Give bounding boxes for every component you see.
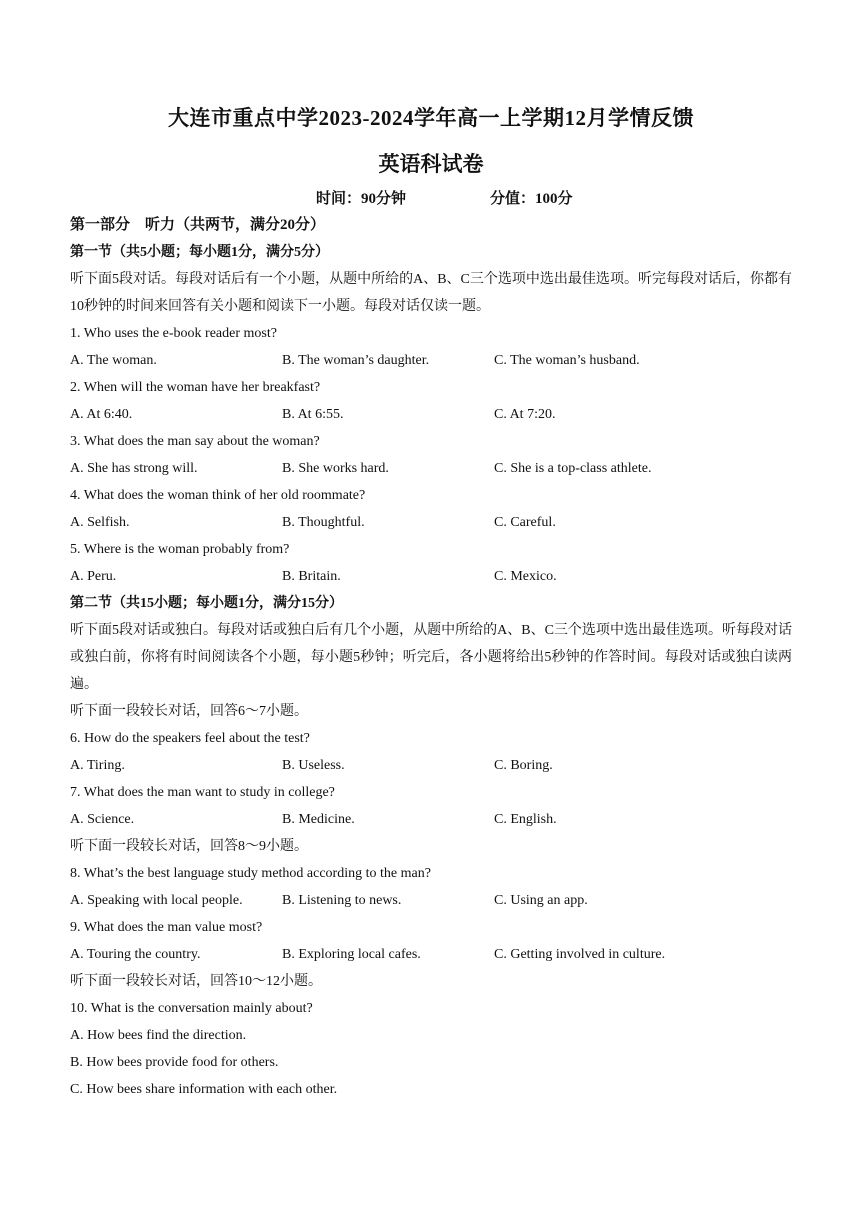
option-c: C. Getting involved in culture.	[494, 947, 666, 962]
question-3: 3. What does the man say about the woman?	[70, 434, 320, 449]
option-c: C. English.	[494, 812, 557, 827]
option-b: B. Listening to news.	[282, 893, 402, 908]
exam-title: 大连市重点中学2023-2024学年高一上学期12月学情反馈	[168, 106, 694, 130]
option-a: A. Selfish.	[70, 515, 130, 530]
option-c: C. Mexico.	[494, 569, 557, 584]
options-6	[70, 752, 792, 779]
question-9: 9. What does the man value most?	[70, 920, 263, 935]
section2-instruction: 听下面5段对话或独白。每段对话或独白后有几个小题，从题中所给的A、B、C三个选项中选出最佳选项。听每段对话或独白前，你将有时间阅读各个小题，每小题5秒钟；听完后，各小题将给出5秒钟的作答时间。每段对话或独白读两遍。	[70, 623, 792, 692]
question-7: 7. What does the man want to study in college?	[70, 785, 335, 800]
options-4	[70, 509, 792, 536]
option-a: A. The woman.	[70, 353, 157, 368]
option-10c: C. How bees share information with each other.	[70, 1082, 338, 1097]
options-9	[70, 941, 792, 968]
option-b: B. At 6:55.	[282, 407, 344, 422]
option-c: C. She is a top-class athlete.	[494, 461, 652, 476]
options-2	[70, 401, 792, 428]
option-b: B. The woman’s daughter.	[282, 353, 430, 368]
option-b: B. Thoughtful.	[282, 515, 365, 530]
option-b: B. Exploring local cafes.	[282, 947, 421, 962]
options-7	[70, 806, 792, 833]
exam-subtitle: 英语科试卷	[378, 152, 484, 176]
option-a: A. Peru.	[70, 569, 117, 584]
options-1	[70, 347, 792, 374]
option-b: B. She works hard.	[282, 461, 389, 476]
option-b: B. Britain.	[282, 569, 341, 584]
option-10a: A. How bees find the direction.	[70, 1028, 247, 1043]
option-a: A. Science.	[70, 812, 135, 827]
question-5: 5. Where is the woman probably from?	[70, 542, 290, 557]
option-10b: B. How bees provide food for others.	[70, 1055, 279, 1070]
option-c: C. The woman’s husband.	[494, 353, 640, 368]
group-6-7-intro: 听下面一段较长对话，回答6～7小题。	[70, 704, 308, 719]
exam-time: 时间：90分钟	[316, 191, 407, 207]
section2-heading: 第二节（共15小题；每小题1分，满分15分）	[70, 596, 343, 611]
question-8: 8. What’s the best language study method according to the man?	[70, 866, 431, 881]
group-8-9-intro: 听下面一段较长对话，回答8～9小题。	[70, 839, 308, 854]
option-c: C. At 7:20.	[494, 407, 556, 422]
option-b: B. Medicine.	[282, 812, 355, 827]
section1-heading: 第一节（共5小题；每小题1分，满分5分）	[70, 245, 329, 260]
options-3	[70, 455, 792, 482]
question-10: 10. What is the conversation mainly about?	[70, 1001, 313, 1016]
options-5	[70, 563, 792, 590]
question-6: 6. How do the speakers feel about the test?	[70, 731, 310, 746]
group-10-12-intro: 听下面一段较长对话，回答10～12小题。	[70, 974, 322, 989]
exam-content	[70, 212, 792, 1103]
option-c: C. Careful.	[494, 515, 556, 530]
question-2: 2. When will the woman have her breakfast?	[70, 380, 321, 395]
options-8	[70, 887, 792, 914]
option-c: C. Boring.	[494, 758, 553, 773]
option-a: A. Speaking with local people.	[70, 893, 243, 908]
part1-heading: 第一部分 听力（共两节，满分20分）	[70, 217, 326, 233]
exam-score: 分值：100分	[490, 191, 573, 207]
section1-instruction: 听下面5段对话。每段对话后有一个小题，从题中所给的A、B、C三个选项中选出最佳选项。听完每段对话后，你都有10秒钟的时间来回答有关小题和阅读下一小题。每段对话仅读一题。	[70, 272, 792, 314]
question-1: 1. Who uses the e-book reader most?	[70, 326, 277, 341]
option-b: B. Useless.	[282, 758, 345, 773]
option-a: A. She has strong will.	[70, 461, 198, 476]
option-a: A. At 6:40.	[70, 407, 133, 422]
option-c: C. Using an app.	[494, 893, 588, 908]
option-a: A. Touring the country.	[70, 947, 201, 962]
question-4: 4. What does the woman think of her old roommate?	[70, 488, 366, 503]
option-a: A. Tiring.	[70, 758, 125, 773]
